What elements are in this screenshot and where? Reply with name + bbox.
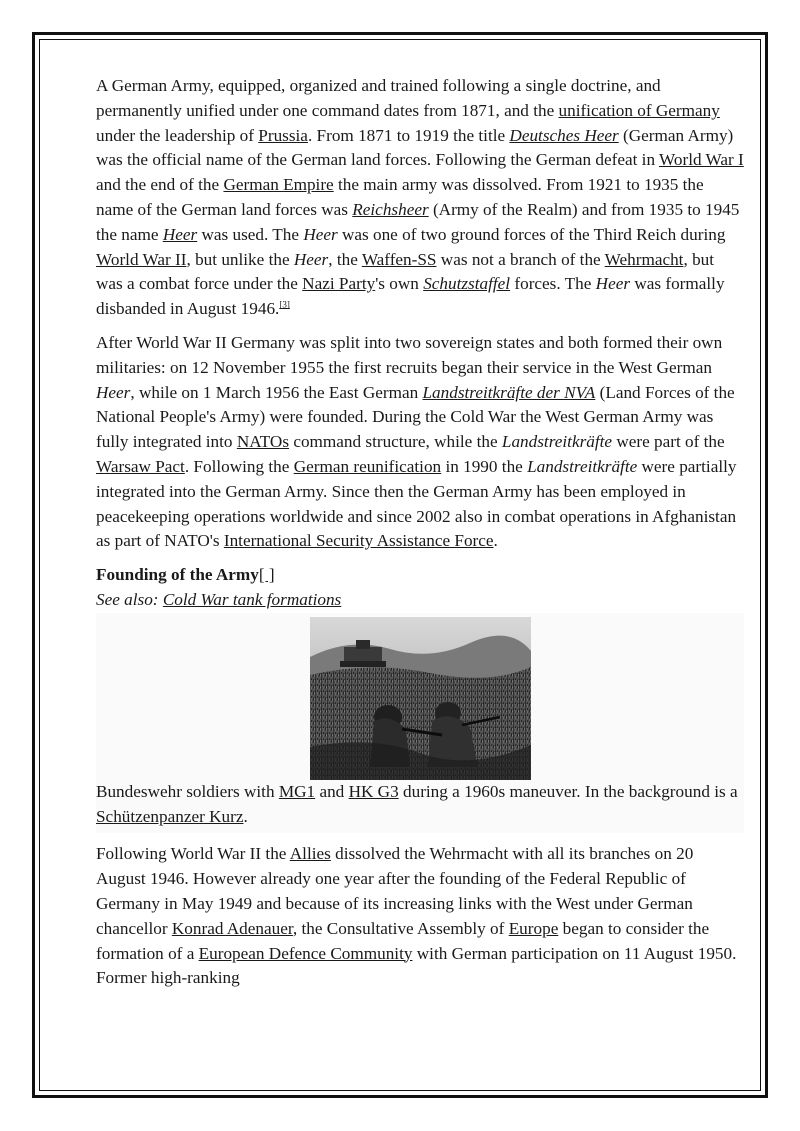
link-deutsches-heer[interactable] [509,126,618,145]
text: with German participation on 11 August 1950. Former high-ranking [96,943,737,988]
link-europe[interactable]: Europe [508,918,559,938]
text: under the leadership of [96,125,259,145]
reference-link[interactable]: [3] [279,299,290,310]
text-italic: Landstreitkräfte [501,432,613,452]
text: Landstreitkräfte der NVA [422,382,596,402]
link-mg1[interactable]: MG1 [278,781,316,801]
text: was formally disbanded in August 1946. [96,274,725,319]
text: , but was a combat force under the [96,249,715,294]
text: were part of the [612,432,725,452]
text-italic: Heer [303,224,338,244]
link-prussia[interactable]: Prussia [258,125,308,145]
text: , the [328,249,362,269]
text: Schutzstaffel [423,274,511,294]
text-italic: Heer [96,382,131,402]
link-hk-g3[interactable]: HK G3 [348,781,399,801]
edit-section-link[interactable]: [ ] [258,565,275,585]
link-waffen-ss[interactable]: Waffen-SS [361,249,437,269]
link-konrad-adenauer[interactable]: Konrad Adenauer [171,918,293,938]
paragraph-history [96,74,744,322]
link-nazi-party[interactable]: Nazi Party [302,274,376,294]
link-warsaw-pact[interactable]: Warsaw Pact [96,456,185,476]
link-allies[interactable]: Allies [289,844,331,864]
link-german-empire[interactable]: German Empire [223,175,334,195]
text: was one of two ground forces of the Third Reich during [337,224,726,244]
link-natos[interactable]: NATOs [236,432,290,452]
text: . [243,806,248,826]
figure [96,613,744,834]
text: (Land Forces of the National People's Army) were founded. During the Cold War the West German Army was fully integrated into [96,382,735,452]
text: 's own [375,274,424,294]
text: Reichsheer [352,199,429,219]
text: . Following the [184,456,294,476]
text: was not a branch of the [436,249,605,269]
text: was used. The [197,224,304,244]
link-cold-war-tank-formations[interactable]: Cold War tank formations [162,589,342,609]
link-schuetzenpanzer-kurz[interactable]: Schützenpanzer Kurz [96,806,244,826]
link-schutzstaffel[interactable] [423,274,510,293]
text: Deutsches Heer [509,125,619,145]
text: Heer [162,224,198,244]
article-body [96,74,744,1000]
link-world-war-i[interactable]: World War I [659,150,744,170]
text: , the Consultative Assembly of [292,918,509,938]
text: (Army of the Realm) and from 1935 to 1945 the name [96,199,740,244]
link-unification-of-germany[interactable]: unification of Germany [558,100,720,120]
text: Bundeswehr soldiers with [96,781,279,801]
text: . [493,531,498,551]
text: (German Army) was the official name of the German land forces. Following the German defeat in [96,125,734,170]
text: , but unlike the [186,249,294,269]
see-also-note [96,588,744,613]
link-heer[interactable] [163,225,197,244]
link-isaf[interactable]: International Security Assistance Force [223,531,494,551]
text: the main army was dissolved. From 1921 to 1935 the name of the German land forces was [96,175,704,219]
text: A German Army, equipped, organized and trained following a single doctrine, and permanently unified under one command dates from 1871, and the [96,76,661,120]
text: dissolved the Wehrmacht with all its branches on 20 August 1946. However already one year after the founding of the Federal Republic of Germany in May 1949 and because of its increasing links with the West under German chancellor [96,844,694,938]
link-reichsheer[interactable] [352,200,428,219]
link-german-reunification[interactable]: German reunification [293,456,442,476]
text: during a 1960s maneuver. In the background is a [398,781,738,801]
text: in 1990 the [441,456,528,476]
text-italic: Heer [293,249,329,269]
link-world-war-ii[interactable]: World War II [96,249,187,269]
text: After World War II Germany was split into two sovereign states and both formed their own militaries: on 12 November 1955 the first recruits began their service in the West German [96,332,723,377]
text: command structure, while the [289,432,502,452]
link-landstreitkraefte-der-nva[interactable] [422,383,595,402]
text: Following World War II the [96,844,290,864]
paragraph-postwar [96,331,744,554]
text: and [315,781,349,801]
section-title: Founding of the Army [96,565,259,585]
link-wehrmacht[interactable]: Wehrmacht [604,249,684,269]
text: and the end of the [96,175,224,195]
text: forces. The [510,274,596,294]
text: began to consider the formation of a [96,918,710,963]
figure-caption [96,780,744,830]
text-italic: Landstreitkräfte [527,456,638,476]
paragraph-founding [96,842,744,991]
link-european-defence-community[interactable]: European Defence Community [198,943,413,963]
see-also-label: See also: [96,589,163,609]
text: were partially integrated into the German Army. Since then the German Army has been employed in peacekeeping operations worldwide and since 2002 also in combat operations in Afghanistan as part of NATO's [96,456,737,551]
text: , while on 1 March 1956 the East German [130,382,423,402]
text-italic: Heer [595,274,631,294]
section-heading [96,563,744,588]
soldiers-photo[interactable] [310,617,531,780]
text: . From 1871 to 1919 the title [307,125,510,145]
